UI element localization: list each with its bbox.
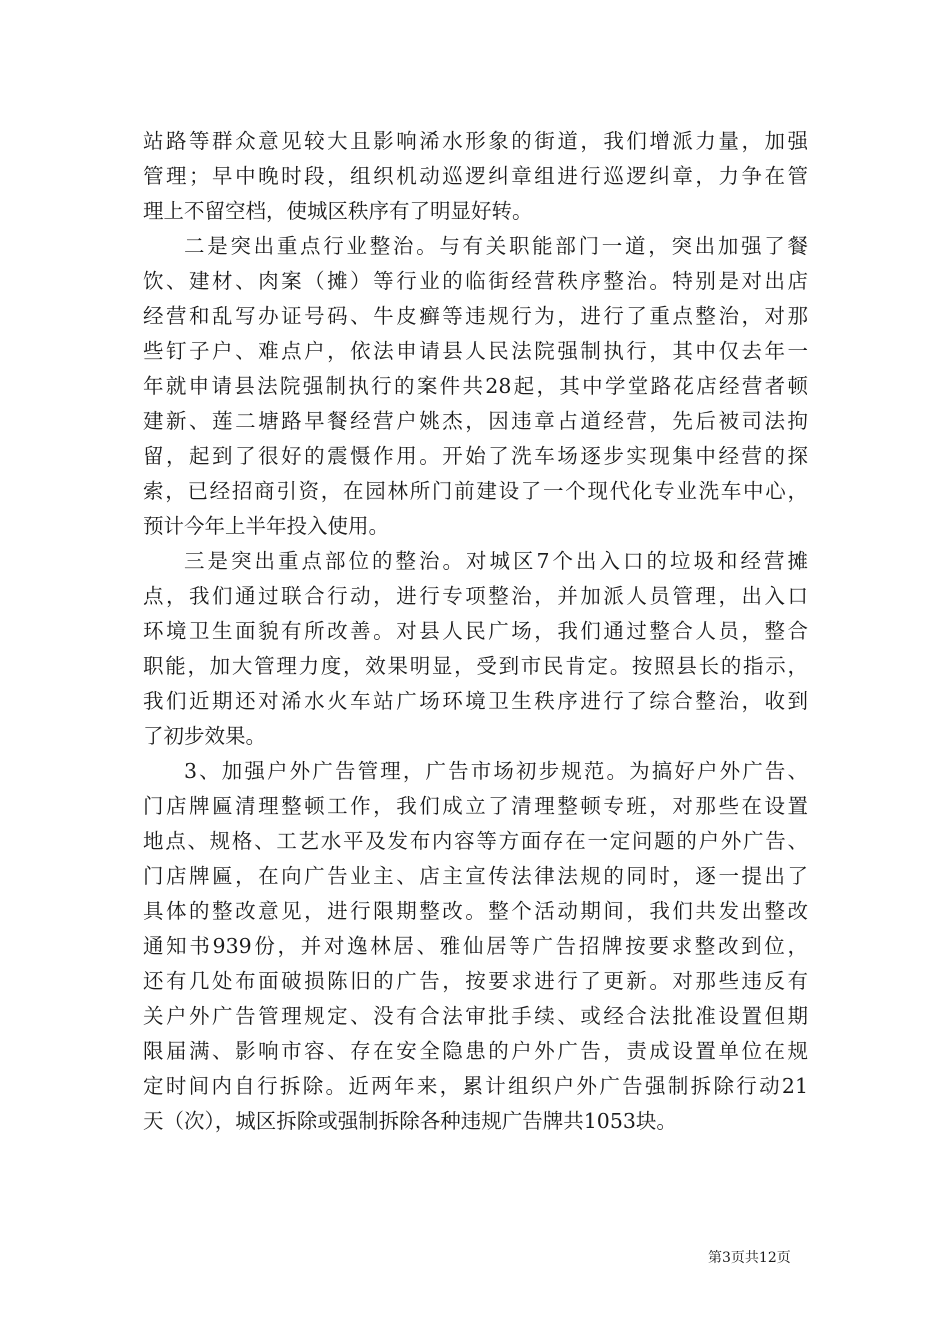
- text-line: 年就申请县法院强制执行的案件共28起，其中学堂路花店经营者顿: [143, 374, 808, 398]
- text-line: 点，我们通过联合行动，进行专项整治，并加派人员管理，出入口: [143, 584, 808, 608]
- text-line: 三是突出重点部位的整治。对城区7个出入口的垃圾和经营摊: [184, 549, 808, 573]
- text-line: 门店牌匾清理整顿工作，我们成立了清理整顿专班，对那些在设置: [143, 794, 808, 818]
- text-line: 具体的整改意见，进行限期整改。整个活动期间，我们共发出整改: [143, 899, 808, 923]
- text-line: 饮、建材、肉案（摊）等行业的临街经营秩序整治。特别是对出店: [143, 269, 808, 293]
- text-line: 理上不留空档，使城区秩序有了明显好转。: [143, 199, 533, 223]
- text-line: 建新、莲二塘路早餐经营户姚杰，因违章占道经营，先后被司法拘: [143, 409, 808, 433]
- text-line: 了初步效果。: [143, 724, 266, 748]
- text-line: 留，起到了很好的震慑作用。开始了洗车场逐步实现集中经营的探: [143, 444, 808, 468]
- text-line: 职能，加大管理力度，效果明显，受到市民肯定。按照县长的指示，: [143, 654, 808, 678]
- text-line: 管理；早中晚时段，组织机动巡逻纠章组进行巡逻纠章，力争在管: [143, 164, 808, 188]
- text-line: 索，已经招商引资，在园林所门前建设了一个现代化专业洗车中心，: [143, 479, 808, 503]
- text-line: 定时间内自行拆除。近两年来，累计组织户外广告强制拆除行动21: [143, 1074, 808, 1098]
- text-line: 3、加强户外广告管理，广告市场初步规范。为搞好户外广告、: [184, 759, 808, 783]
- text-line: 二是突出重点行业整治。与有关职能部门一道，突出加强了餐: [184, 234, 808, 258]
- text-line: 关户外广告管理规定、没有合法审批手续、或经合法批准设置但期: [143, 1004, 808, 1028]
- text-line: 经营和乱写办证号码、牛皮癣等违规行为，进行了重点整治，对那: [143, 304, 808, 328]
- page-number-footer: 第3页共12页: [708, 1250, 791, 1266]
- text-line: 限届满、影响市容、存在安全隐患的户外广告，责成设置单位在规: [143, 1039, 808, 1063]
- text-line: 环境卫生面貌有所改善。对县人民广场，我们通过整合人员，整合: [143, 619, 808, 643]
- text-line: 站路等群众意见较大且影响浠水形象的街道，我们增派力量，加强: [143, 129, 808, 153]
- text-line: 门店牌匾，在向广告业主、店主宣传法律法规的同时，逐一提出了: [143, 864, 808, 888]
- text-line: 我们近期还对浠水火车站广场环境卫生秩序进行了综合整治，收到: [143, 689, 808, 713]
- text-line: 预计今年上半年投入使用。: [143, 514, 389, 538]
- text-line: 还有几处布面破损陈旧的广告，按要求进行了更新。对那些违反有: [143, 969, 808, 993]
- text-line: 些钉子户、难点户，依法申请县人民法院强制执行，其中仅去年一: [143, 339, 808, 363]
- text-line: 地点、规格、工艺水平及发布内容等方面存在一定问题的户外广告、: [143, 829, 808, 853]
- text-line: 通知书939份，并对逸林居、雅仙居等广告招牌按要求整改到位，: [143, 934, 808, 958]
- text-line: 天（次），城区拆除或强制拆除各种违规广告牌共1053块。: [143, 1109, 677, 1133]
